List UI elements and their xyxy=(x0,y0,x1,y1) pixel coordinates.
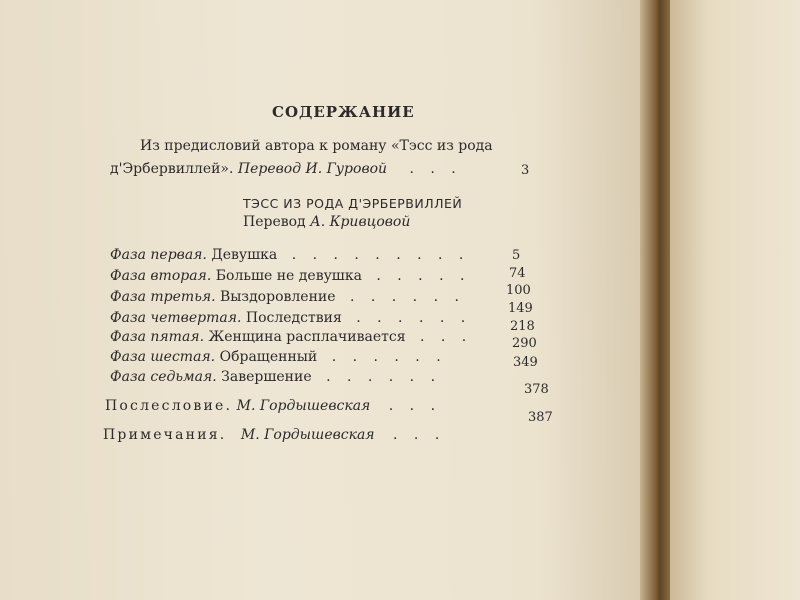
phase-dots: . . . . . . xyxy=(326,369,442,385)
novel-translator xyxy=(243,214,410,230)
phase-label: Фаза седьмая. xyxy=(110,369,217,385)
phase-title: Женщина расплачивается xyxy=(208,329,406,345)
preface-dots: . . . xyxy=(409,161,462,177)
afterword xyxy=(105,398,441,414)
notes-author: М. Гордышевская xyxy=(240,427,375,443)
phase-label: Фаза пятая. xyxy=(110,329,205,345)
phase-5-page: 218 xyxy=(510,319,535,334)
novel-translator-label: Перевод xyxy=(243,214,306,230)
phase-7-page: 349 xyxy=(513,355,538,370)
phase-1-page: 5 xyxy=(512,248,521,263)
phase-dots: . . . xyxy=(420,329,473,345)
phase-3-page: 100 xyxy=(506,283,531,298)
phase-label: Фаза вторая. xyxy=(110,268,212,284)
preface-line-1: Из предисловий автора к роману «Тэсс из рода xyxy=(140,138,493,154)
afterword-label: Послесловие. xyxy=(105,398,233,414)
phase-1 xyxy=(110,247,469,263)
phase-title: Выздоровление xyxy=(220,289,336,305)
phase-dots: . . . . . . xyxy=(349,289,465,305)
phase-label: Фаза шестая. xyxy=(110,349,216,365)
phase-5 xyxy=(110,329,472,345)
phase-title: Девушка xyxy=(211,247,278,263)
phase-label: Фаза четвертая. xyxy=(110,310,242,326)
notes-dots: . . . xyxy=(393,427,446,443)
toc-heading: СОДЕРЖАНИЕ xyxy=(272,103,415,121)
notes xyxy=(103,427,445,443)
phase-title: Завершение xyxy=(221,369,312,385)
phase-title: Последствия xyxy=(245,310,342,326)
phase-dots: . . . . . . . . . xyxy=(291,247,470,263)
phase-label: Фаза первая. xyxy=(110,247,207,263)
preface-page: 3 xyxy=(521,163,530,178)
phase-7 xyxy=(110,369,441,385)
afterword-author: М. Гордышевская xyxy=(236,398,371,414)
afterword-dots: . . . xyxy=(388,398,442,414)
phase-2 xyxy=(110,268,470,284)
preface-line-2 xyxy=(110,161,462,177)
novel-translator-name: А. Кривцовой xyxy=(310,214,411,230)
phase-3 xyxy=(110,289,465,305)
phase-6 xyxy=(110,349,447,365)
phase-4-page: 149 xyxy=(508,301,533,316)
afterword-page: 378 xyxy=(524,382,549,397)
phase-6-page: 290 xyxy=(512,336,537,351)
phase-label: Фаза третья. xyxy=(110,289,216,305)
preface-title-end: д'Эрбервиллей». xyxy=(110,161,234,177)
novel-title: ТЭСС ИЗ РОДА Д'ЭРБЕРВИЛЛЕЙ xyxy=(243,196,463,211)
phase-title: Больше не девушка xyxy=(215,268,362,284)
phase-2-page: 74 xyxy=(509,266,526,281)
phase-dots: . . . . . . xyxy=(331,349,447,365)
phase-dots: . . . . . xyxy=(376,268,471,284)
phase-dots: . . . . . . xyxy=(356,310,472,326)
preface-translator: Перевод И. Гуровой xyxy=(237,161,388,177)
notes-page: 387 xyxy=(528,410,553,425)
notes-label: Примечания. xyxy=(103,427,227,443)
phase-title: Обращенный xyxy=(219,349,318,365)
phase-4 xyxy=(110,310,471,326)
